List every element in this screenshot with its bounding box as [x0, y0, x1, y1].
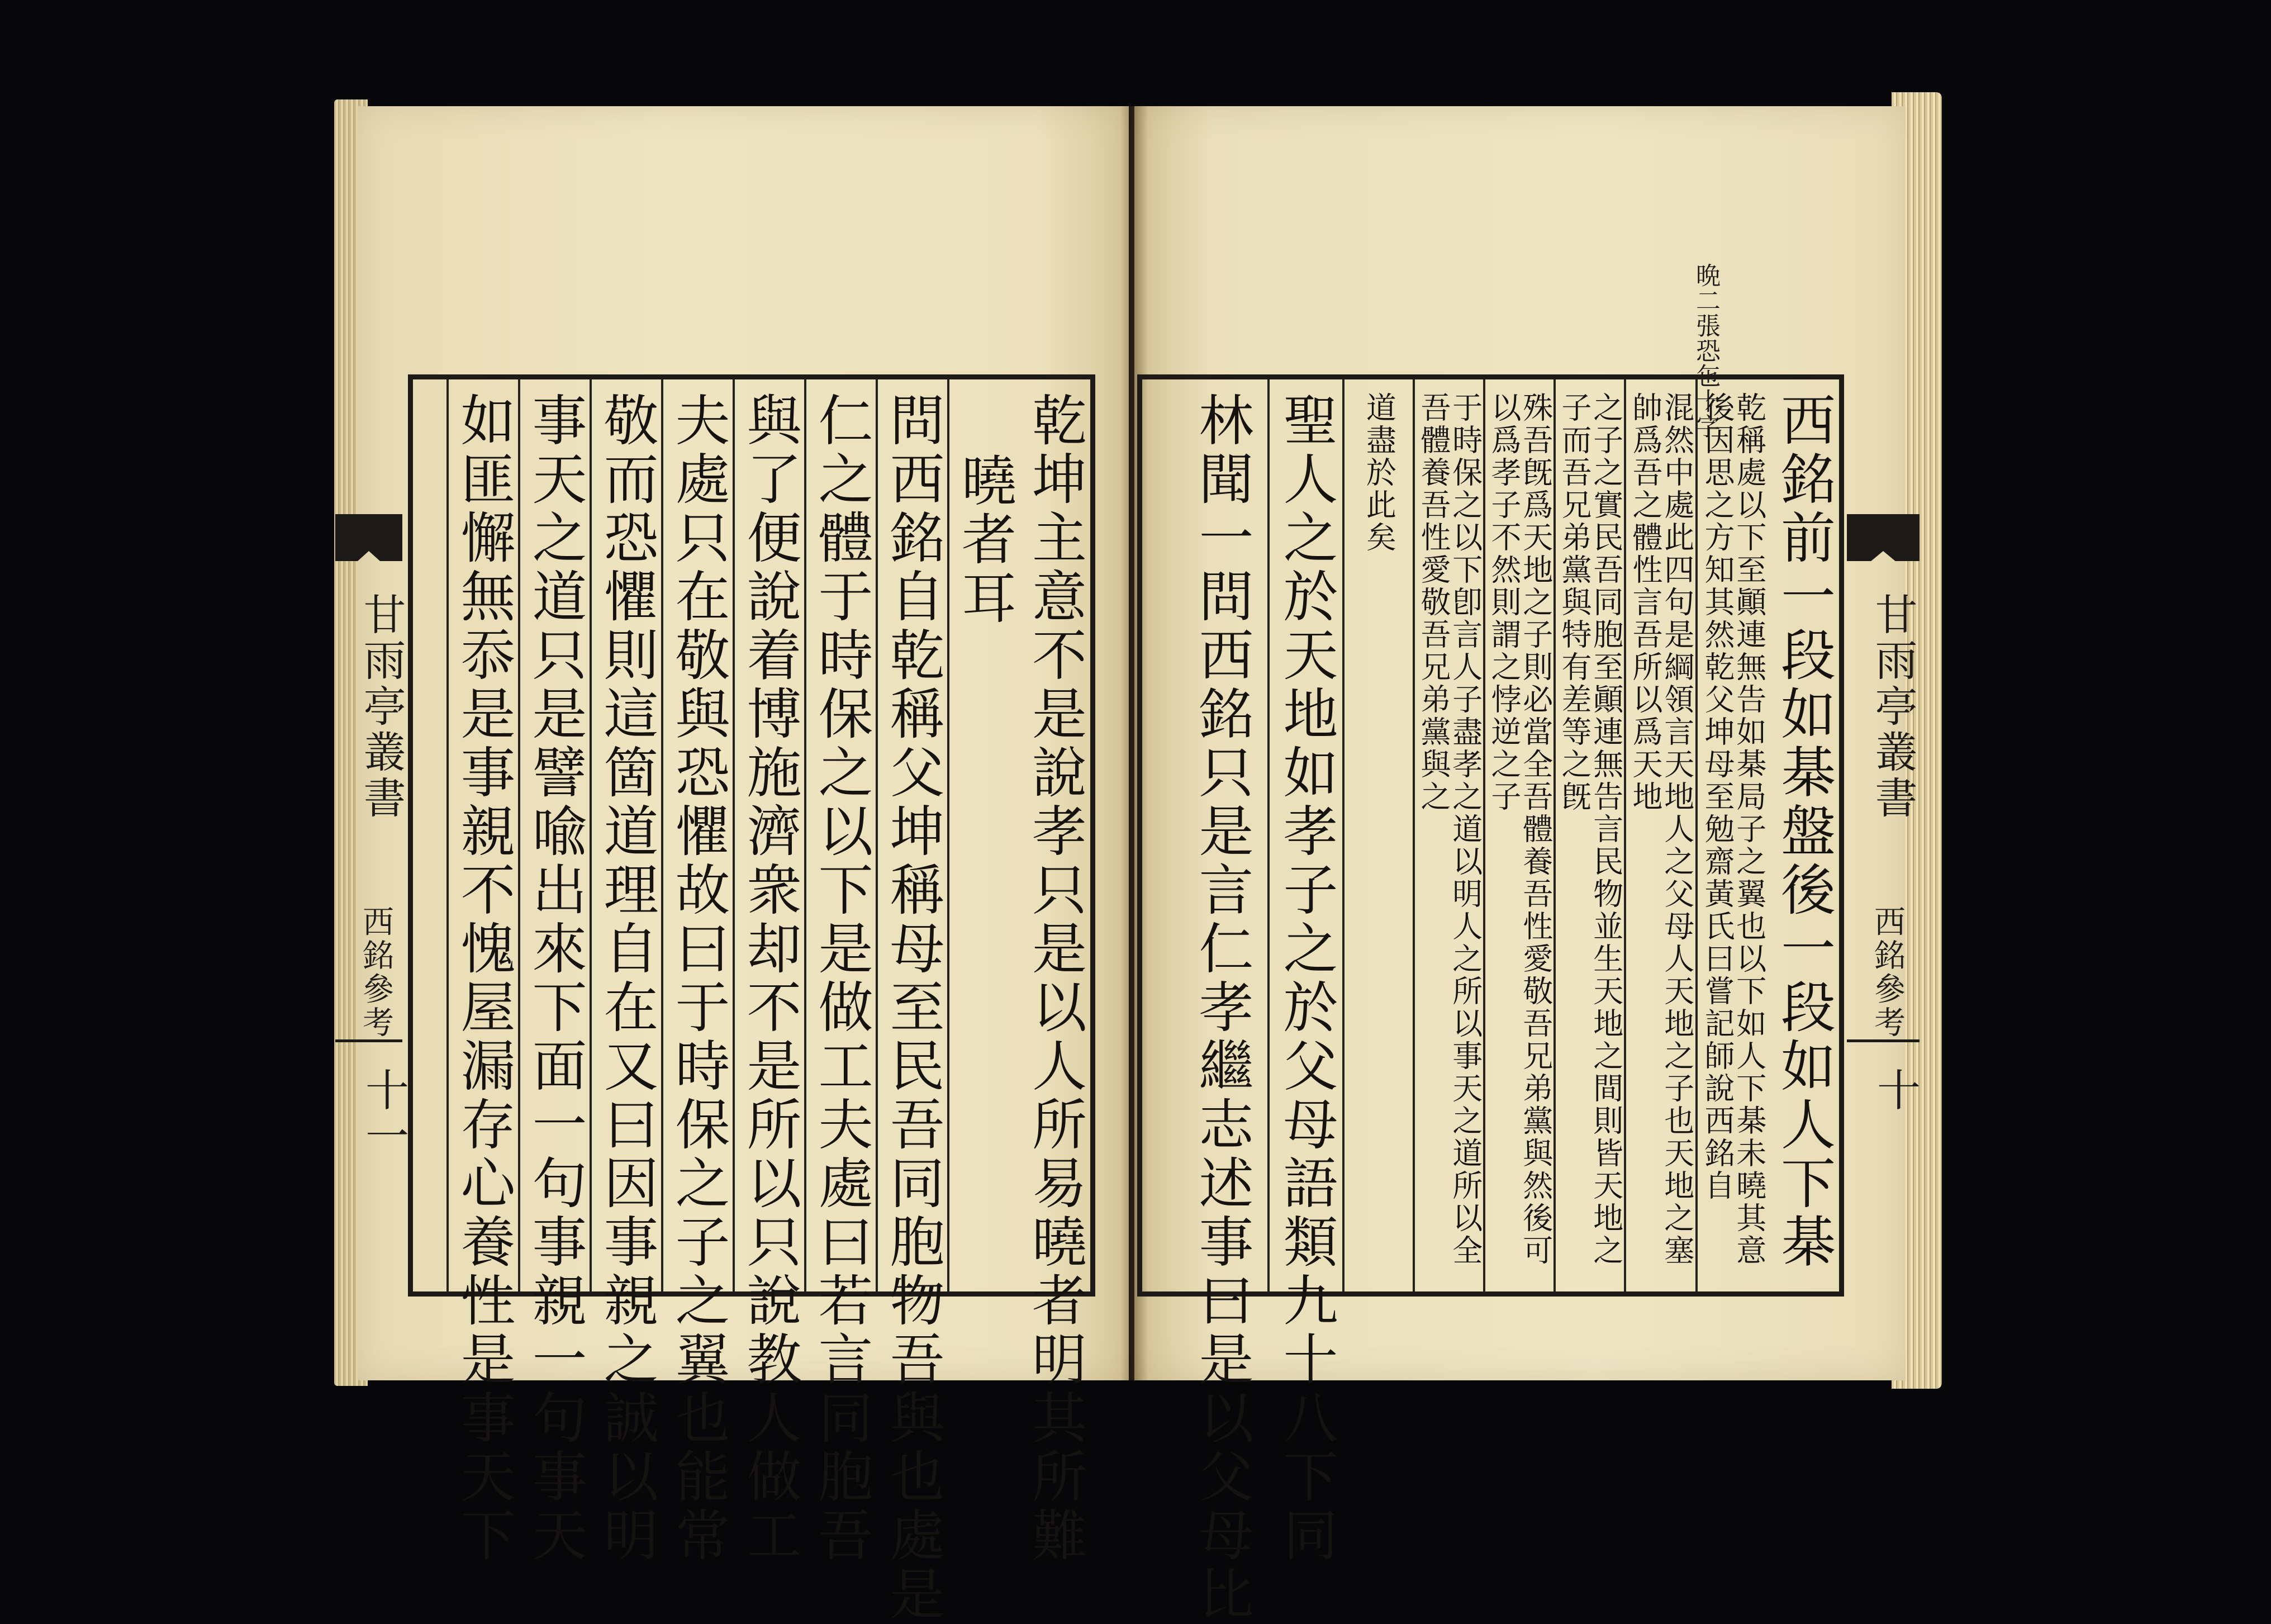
- section-title: 西銘參考: [358, 905, 394, 1039]
- head-note: 晩二張恐㐌十字: [1692, 263, 1720, 439]
- text-column: 乾稱處以下至顚連無告如棊局子之翼也以下如人下棊未曉其意後因思之方知其然乾父坤母至勉齋黃氏曰嘗記師說西銘自: [1695, 379, 1768, 1291]
- text-column: 道盡於此矣: [1342, 379, 1413, 1291]
- text-column: 曉者耳: [947, 379, 1019, 1291]
- margin-rule: [335, 1039, 402, 1042]
- folio-number: 十: [1870, 1067, 1920, 1113]
- series-title: 甘雨亭叢書: [1868, 592, 1918, 822]
- text-column: 仁之體于時保之以下是做工夫處曰若言同胞吾: [804, 379, 876, 1291]
- text-column: 西銘前一段如棊盤後一段如人下棊: [1771, 392, 1836, 1272]
- text-column: 敬而恐懼則這箇道理自在又曰因事親之誠以明: [590, 379, 661, 1291]
- left-text-frame: [408, 374, 1095, 1624]
- text-column: 事天之道只是譬喩出來下面一句事親一句事天: [518, 379, 590, 1291]
- text-column: 乾坤主意不是說孝只是以人所易曉者明其所難: [1023, 392, 1087, 1565]
- right-text-frame: [1137, 374, 1844, 1624]
- text-column: 問西銘自乾稱父坤稱母至民吾同胞物吾與也處是: [876, 379, 947, 1291]
- series-title: 甘雨亭叢書: [357, 592, 406, 822]
- text-column: 混然中處此四句是綱領言天地人之父母人天地之子也天地之塞帥爲吾之體性言吾所以爲天地: [1624, 379, 1695, 1291]
- text-column: 如匪懈無忝是事親不愧屋漏存心養性是事天下: [446, 379, 518, 1291]
- text-column: 與了便說着博施濟衆却不是所以只說教人做工: [733, 379, 804, 1291]
- text-column: 之子之實民吾同胞至顚連無告言民物並生天地之間則皆天地之子而吾兄弟黨與特有差等之旣: [1553, 379, 1624, 1291]
- section-title: 西銘參考: [1869, 905, 1906, 1039]
- folio-number: 十一: [358, 1067, 408, 1159]
- text-column: 林聞一問西銘只是言仁孝繼志述事曰是以父母比: [1190, 392, 1253, 1624]
- text-column: 聖人之於天地如孝子之於父母語類九十八下同: [1267, 379, 1342, 1291]
- fishtail-mark: [335, 514, 402, 581]
- text-column: 夫處只在敬與恐懼故曰于時保之子之翼也能常: [661, 379, 733, 1291]
- text-column: 于時保之以下卽言人子盡孝之道以明人之所以事天之道所以全吾體養吾性愛敬吾兄弟黨與之: [1413, 379, 1483, 1291]
- right-page-margin-band: [1847, 374, 1920, 1297]
- text-column: 殊吾旣爲天地之子則必當全吾體養吾性愛敬吾兄弟黨與然後可以爲孝子不然則謂之悖逆之子: [1483, 379, 1553, 1291]
- margin-rule: [1847, 1039, 1920, 1042]
- left-page-margin-band: [335, 374, 408, 1297]
- fishtail-mark: [1847, 514, 1920, 581]
